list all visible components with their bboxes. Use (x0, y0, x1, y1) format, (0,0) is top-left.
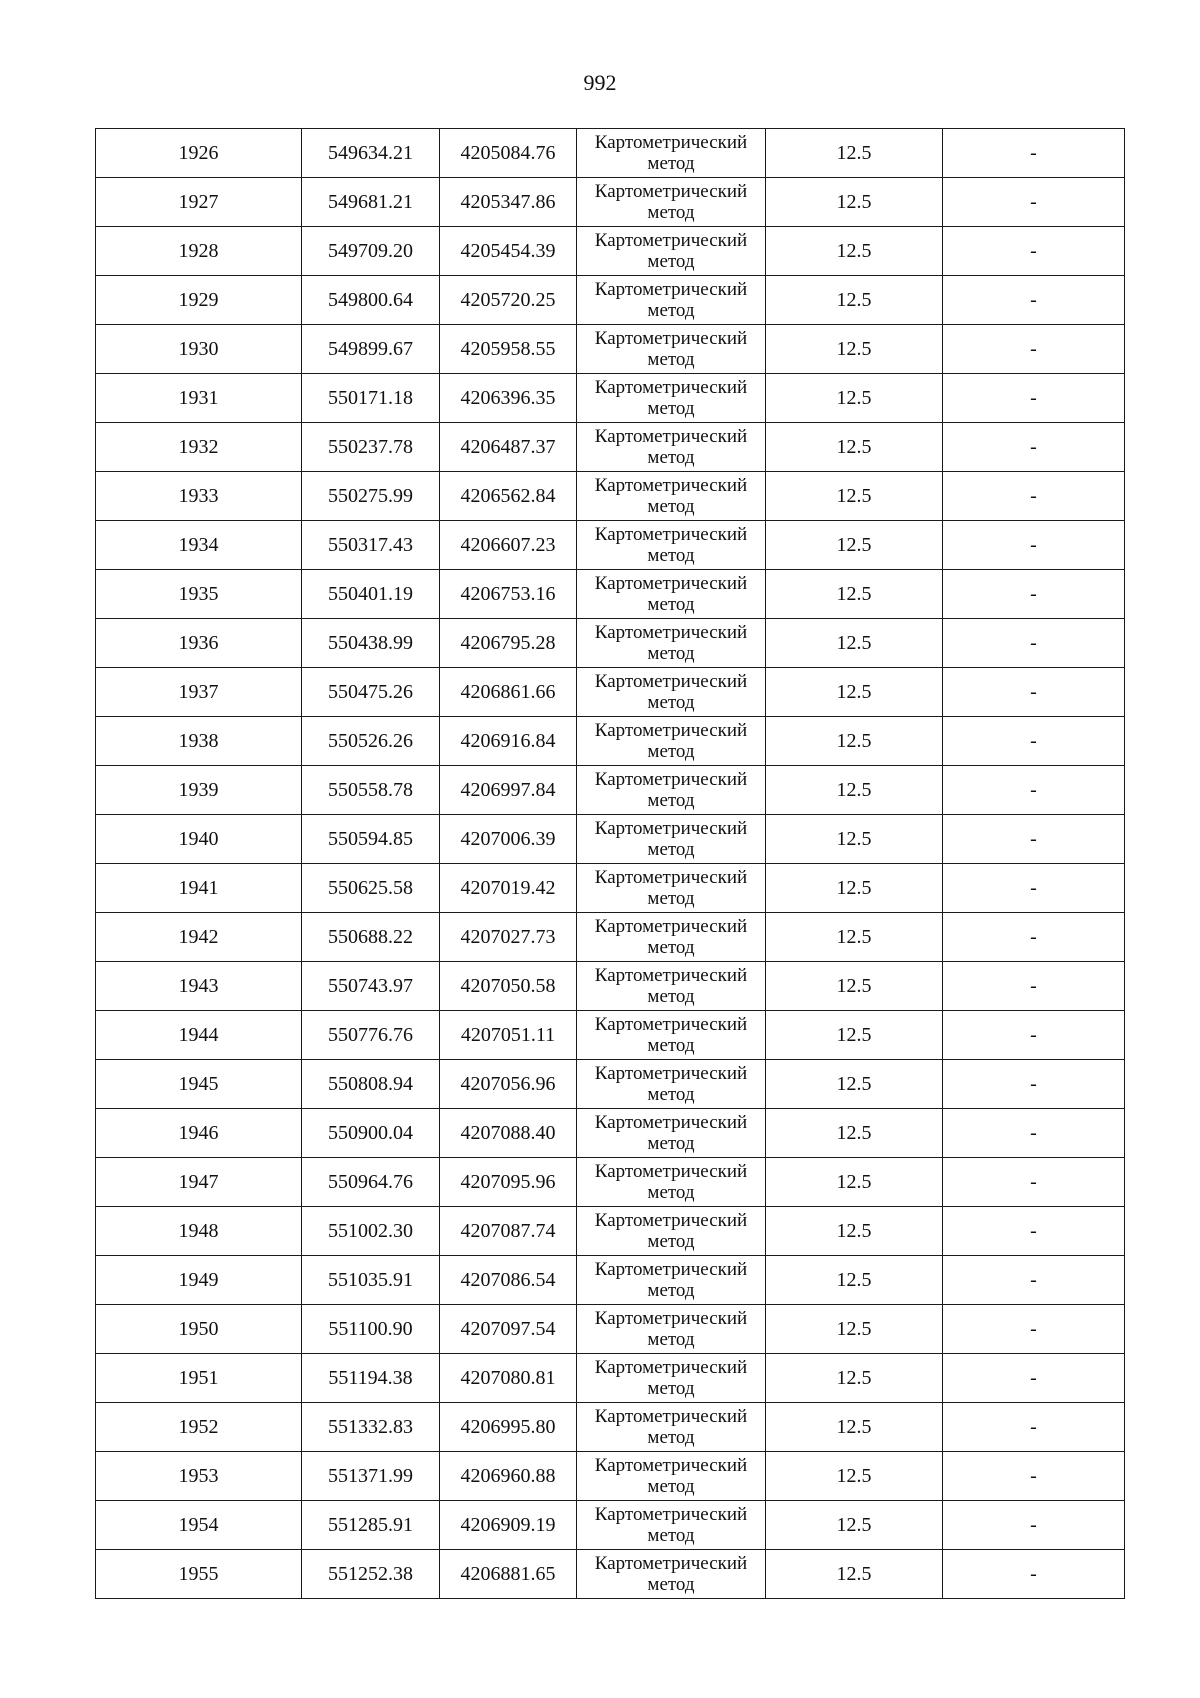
x-coordinate-cell: 550625.58 (302, 864, 440, 913)
accuracy-cell: 12.5 (766, 521, 943, 570)
table-row (96, 325, 1125, 374)
point-number-cell: 1934 (96, 521, 302, 570)
y-coordinate-cell: 4206916.84 (440, 717, 577, 766)
x-coordinate-cell: 550237.78 (302, 423, 440, 472)
accuracy-cell: 12.5 (766, 619, 943, 668)
description-cell: - (943, 815, 1125, 864)
point-number-cell: 1947 (96, 1158, 302, 1207)
table-row (96, 1452, 1125, 1501)
accuracy-cell: 12.5 (766, 1403, 943, 1452)
method-cell: Картометрический метод (577, 864, 766, 913)
table-row (96, 913, 1125, 962)
point-number-cell: 1953 (96, 1452, 302, 1501)
method-cell: Картометрический метод (577, 423, 766, 472)
method-cell: Картометрический метод (577, 227, 766, 276)
x-coordinate-cell: 549681.21 (302, 178, 440, 227)
y-coordinate-cell: 4206562.84 (440, 472, 577, 521)
description-cell: - (943, 1501, 1125, 1550)
point-number-cell: 1928 (96, 227, 302, 276)
x-coordinate-cell: 550808.94 (302, 1060, 440, 1109)
x-coordinate-cell: 551035.91 (302, 1256, 440, 1305)
point-number-cell: 1948 (96, 1207, 302, 1256)
x-coordinate-cell: 550900.04 (302, 1109, 440, 1158)
table-row (96, 1501, 1125, 1550)
accuracy-cell: 12.5 (766, 570, 943, 619)
point-number-cell: 1955 (96, 1550, 302, 1599)
point-number-cell: 1941 (96, 864, 302, 913)
description-cell: - (943, 1305, 1125, 1354)
accuracy-cell: 12.5 (766, 864, 943, 913)
accuracy-cell: 12.5 (766, 423, 943, 472)
point-number-cell: 1954 (96, 1501, 302, 1550)
method-cell: Картометрический метод (577, 178, 766, 227)
accuracy-cell: 12.5 (766, 668, 943, 717)
accuracy-cell: 12.5 (766, 1354, 943, 1403)
table-row (96, 1305, 1125, 1354)
accuracy-cell: 12.5 (766, 1109, 943, 1158)
description-cell: - (943, 1060, 1125, 1109)
x-coordinate-cell: 550743.97 (302, 962, 440, 1011)
y-coordinate-cell: 4207095.96 (440, 1158, 577, 1207)
method-cell: Картометрический метод (577, 1011, 766, 1060)
description-cell: - (943, 1109, 1125, 1158)
x-coordinate-cell: 550275.99 (302, 472, 440, 521)
point-number-cell: 1938 (96, 717, 302, 766)
y-coordinate-cell: 4206861.66 (440, 668, 577, 717)
description-cell: - (943, 129, 1125, 178)
method-cell: Картометрический метод (577, 129, 766, 178)
y-coordinate-cell: 4207050.58 (440, 962, 577, 1011)
table-row (96, 276, 1125, 325)
table-row (96, 864, 1125, 913)
method-cell: Картометрический метод (577, 1452, 766, 1501)
accuracy-cell: 12.5 (766, 962, 943, 1011)
method-cell: Картометрический метод (577, 668, 766, 717)
x-coordinate-cell: 550438.99 (302, 619, 440, 668)
method-cell: Картометрический метод (577, 962, 766, 1011)
y-coordinate-cell: 4206396.35 (440, 374, 577, 423)
method-cell: Картометрический метод (577, 521, 766, 570)
method-cell: Картометрический метод (577, 1158, 766, 1207)
y-coordinate-cell: 4206997.84 (440, 766, 577, 815)
y-coordinate-cell: 4207088.40 (440, 1109, 577, 1158)
y-coordinate-cell: 4207006.39 (440, 815, 577, 864)
description-cell: - (943, 276, 1125, 325)
y-coordinate-cell: 4206995.80 (440, 1403, 577, 1452)
y-coordinate-cell: 4207051.11 (440, 1011, 577, 1060)
method-cell: Картометрический метод (577, 766, 766, 815)
point-number-cell: 1944 (96, 1011, 302, 1060)
point-number-cell: 1951 (96, 1354, 302, 1403)
x-coordinate-cell: 549709.20 (302, 227, 440, 276)
table-row (96, 178, 1125, 227)
y-coordinate-cell: 4207080.81 (440, 1354, 577, 1403)
point-number-cell: 1936 (96, 619, 302, 668)
point-number-cell: 1943 (96, 962, 302, 1011)
coordinates-table-body (96, 129, 1125, 1599)
y-coordinate-cell: 4205084.76 (440, 129, 577, 178)
description-cell: - (943, 374, 1125, 423)
accuracy-cell: 12.5 (766, 766, 943, 815)
x-coordinate-cell: 551194.38 (302, 1354, 440, 1403)
method-cell: Картометрический метод (577, 1354, 766, 1403)
point-number-cell: 1931 (96, 374, 302, 423)
page-number: 992 (583, 70, 617, 95)
table-row (96, 1207, 1125, 1256)
point-number-cell: 1945 (96, 1060, 302, 1109)
accuracy-cell: 12.5 (766, 913, 943, 962)
point-number-cell: 1946 (96, 1109, 302, 1158)
description-cell: - (943, 570, 1125, 619)
x-coordinate-cell: 550964.76 (302, 1158, 440, 1207)
method-cell: Картометрический метод (577, 1207, 766, 1256)
point-number-cell: 1935 (96, 570, 302, 619)
method-cell: Картометрический метод (577, 1305, 766, 1354)
description-cell: - (943, 1158, 1125, 1207)
x-coordinate-cell: 551002.30 (302, 1207, 440, 1256)
table-row (96, 472, 1125, 521)
x-coordinate-cell: 550171.18 (302, 374, 440, 423)
y-coordinate-cell: 4207019.42 (440, 864, 577, 913)
y-coordinate-cell: 4206607.23 (440, 521, 577, 570)
x-coordinate-cell: 550401.19 (302, 570, 440, 619)
description-cell: - (943, 1452, 1125, 1501)
table-row (96, 1256, 1125, 1305)
point-number-cell: 1937 (96, 668, 302, 717)
method-cell: Картометрический метод (577, 815, 766, 864)
point-number-cell: 1930 (96, 325, 302, 374)
x-coordinate-cell: 549899.67 (302, 325, 440, 374)
point-number-cell: 1933 (96, 472, 302, 521)
accuracy-cell: 12.5 (766, 178, 943, 227)
method-cell: Картометрический метод (577, 1109, 766, 1158)
accuracy-cell: 12.5 (766, 717, 943, 766)
point-number-cell: 1949 (96, 1256, 302, 1305)
table-row (96, 521, 1125, 570)
table-row (96, 962, 1125, 1011)
method-cell: Картометрический метод (577, 472, 766, 521)
description-cell: - (943, 1011, 1125, 1060)
accuracy-cell: 12.5 (766, 1305, 943, 1354)
method-cell: Картометрический метод (577, 1060, 766, 1109)
y-coordinate-cell: 4206881.65 (440, 1550, 577, 1599)
x-coordinate-cell: 550776.76 (302, 1011, 440, 1060)
coordinates-table (95, 128, 1125, 1599)
method-cell: Картометрический метод (577, 570, 766, 619)
table-row (96, 129, 1125, 178)
description-cell: - (943, 178, 1125, 227)
x-coordinate-cell: 551332.83 (302, 1403, 440, 1452)
x-coordinate-cell: 551100.90 (302, 1305, 440, 1354)
accuracy-cell: 12.5 (766, 1060, 943, 1109)
method-cell: Картометрический метод (577, 374, 766, 423)
accuracy-cell: 12.5 (766, 1256, 943, 1305)
description-cell: - (943, 1207, 1125, 1256)
description-cell: - (943, 1403, 1125, 1452)
point-number-cell: 1939 (96, 766, 302, 815)
accuracy-cell: 12.5 (766, 472, 943, 521)
x-coordinate-cell: 550317.43 (302, 521, 440, 570)
x-coordinate-cell: 551285.91 (302, 1501, 440, 1550)
method-cell: Картометрический метод (577, 913, 766, 962)
table-row (96, 619, 1125, 668)
description-cell: - (943, 472, 1125, 521)
accuracy-cell: 12.5 (766, 1501, 943, 1550)
accuracy-cell: 12.5 (766, 1452, 943, 1501)
accuracy-cell: 12.5 (766, 227, 943, 276)
method-cell: Картометрический метод (577, 1403, 766, 1452)
description-cell: - (943, 521, 1125, 570)
method-cell: Картометрический метод (577, 619, 766, 668)
table-row (96, 1403, 1125, 1452)
table-row (96, 227, 1125, 276)
accuracy-cell: 12.5 (766, 276, 943, 325)
table-row (96, 1550, 1125, 1599)
description-cell: - (943, 913, 1125, 962)
method-cell: Картометрический метод (577, 1550, 766, 1599)
table-row (96, 1011, 1125, 1060)
point-number-cell: 1940 (96, 815, 302, 864)
description-cell: - (943, 717, 1125, 766)
y-coordinate-cell: 4205347.86 (440, 178, 577, 227)
point-number-cell: 1927 (96, 178, 302, 227)
y-coordinate-cell: 4206960.88 (440, 1452, 577, 1501)
table-row (96, 423, 1125, 472)
table-row (96, 1158, 1125, 1207)
y-coordinate-cell: 4207087.74 (440, 1207, 577, 1256)
description-cell: - (943, 1354, 1125, 1403)
x-coordinate-cell: 549800.64 (302, 276, 440, 325)
point-number-cell: 1952 (96, 1403, 302, 1452)
y-coordinate-cell: 4206753.16 (440, 570, 577, 619)
table-row (96, 1060, 1125, 1109)
description-cell: - (943, 1256, 1125, 1305)
point-number-cell: 1950 (96, 1305, 302, 1354)
x-coordinate-cell: 550526.26 (302, 717, 440, 766)
description-cell: - (943, 766, 1125, 815)
accuracy-cell: 12.5 (766, 815, 943, 864)
y-coordinate-cell: 4207097.54 (440, 1305, 577, 1354)
description-cell: - (943, 423, 1125, 472)
method-cell: Картометрический метод (577, 1256, 766, 1305)
description-cell: - (943, 619, 1125, 668)
y-coordinate-cell: 4205958.55 (440, 325, 577, 374)
y-coordinate-cell: 4205454.39 (440, 227, 577, 276)
table-row (96, 815, 1125, 864)
point-number-cell: 1929 (96, 276, 302, 325)
x-coordinate-cell: 550558.78 (302, 766, 440, 815)
method-cell: Картометрический метод (577, 325, 766, 374)
y-coordinate-cell: 4207086.54 (440, 1256, 577, 1305)
x-coordinate-cell: 550475.26 (302, 668, 440, 717)
accuracy-cell: 12.5 (766, 374, 943, 423)
table-row (96, 668, 1125, 717)
y-coordinate-cell: 4206795.28 (440, 619, 577, 668)
description-cell: - (943, 864, 1125, 913)
accuracy-cell: 12.5 (766, 325, 943, 374)
point-number-cell: 1926 (96, 129, 302, 178)
accuracy-cell: 12.5 (766, 1207, 943, 1256)
accuracy-cell: 12.5 (766, 1158, 943, 1207)
accuracy-cell: 12.5 (766, 1011, 943, 1060)
x-coordinate-cell: 550594.85 (302, 815, 440, 864)
table-row (96, 374, 1125, 423)
x-coordinate-cell: 549634.21 (302, 129, 440, 178)
method-cell: Картометрический метод (577, 717, 766, 766)
description-cell: - (943, 668, 1125, 717)
table-row (96, 766, 1125, 815)
description-cell: - (943, 962, 1125, 1011)
y-coordinate-cell: 4206487.37 (440, 423, 577, 472)
y-coordinate-cell: 4206909.19 (440, 1501, 577, 1550)
x-coordinate-cell: 550688.22 (302, 913, 440, 962)
y-coordinate-cell: 4205720.25 (440, 276, 577, 325)
y-coordinate-cell: 4207056.96 (440, 1060, 577, 1109)
description-cell: - (943, 325, 1125, 374)
accuracy-cell: 12.5 (766, 129, 943, 178)
x-coordinate-cell: 551371.99 (302, 1452, 440, 1501)
method-cell: Картометрический метод (577, 276, 766, 325)
table-row (96, 570, 1125, 619)
description-cell: - (943, 227, 1125, 276)
table-row (96, 717, 1125, 766)
description-cell: - (943, 1550, 1125, 1599)
y-coordinate-cell: 4207027.73 (440, 913, 577, 962)
table-row (96, 1109, 1125, 1158)
x-coordinate-cell: 551252.38 (302, 1550, 440, 1599)
method-cell: Картометрический метод (577, 1501, 766, 1550)
accuracy-cell: 12.5 (766, 1550, 943, 1599)
point-number-cell: 1942 (96, 913, 302, 962)
table-row (96, 1354, 1125, 1403)
point-number-cell: 1932 (96, 423, 302, 472)
